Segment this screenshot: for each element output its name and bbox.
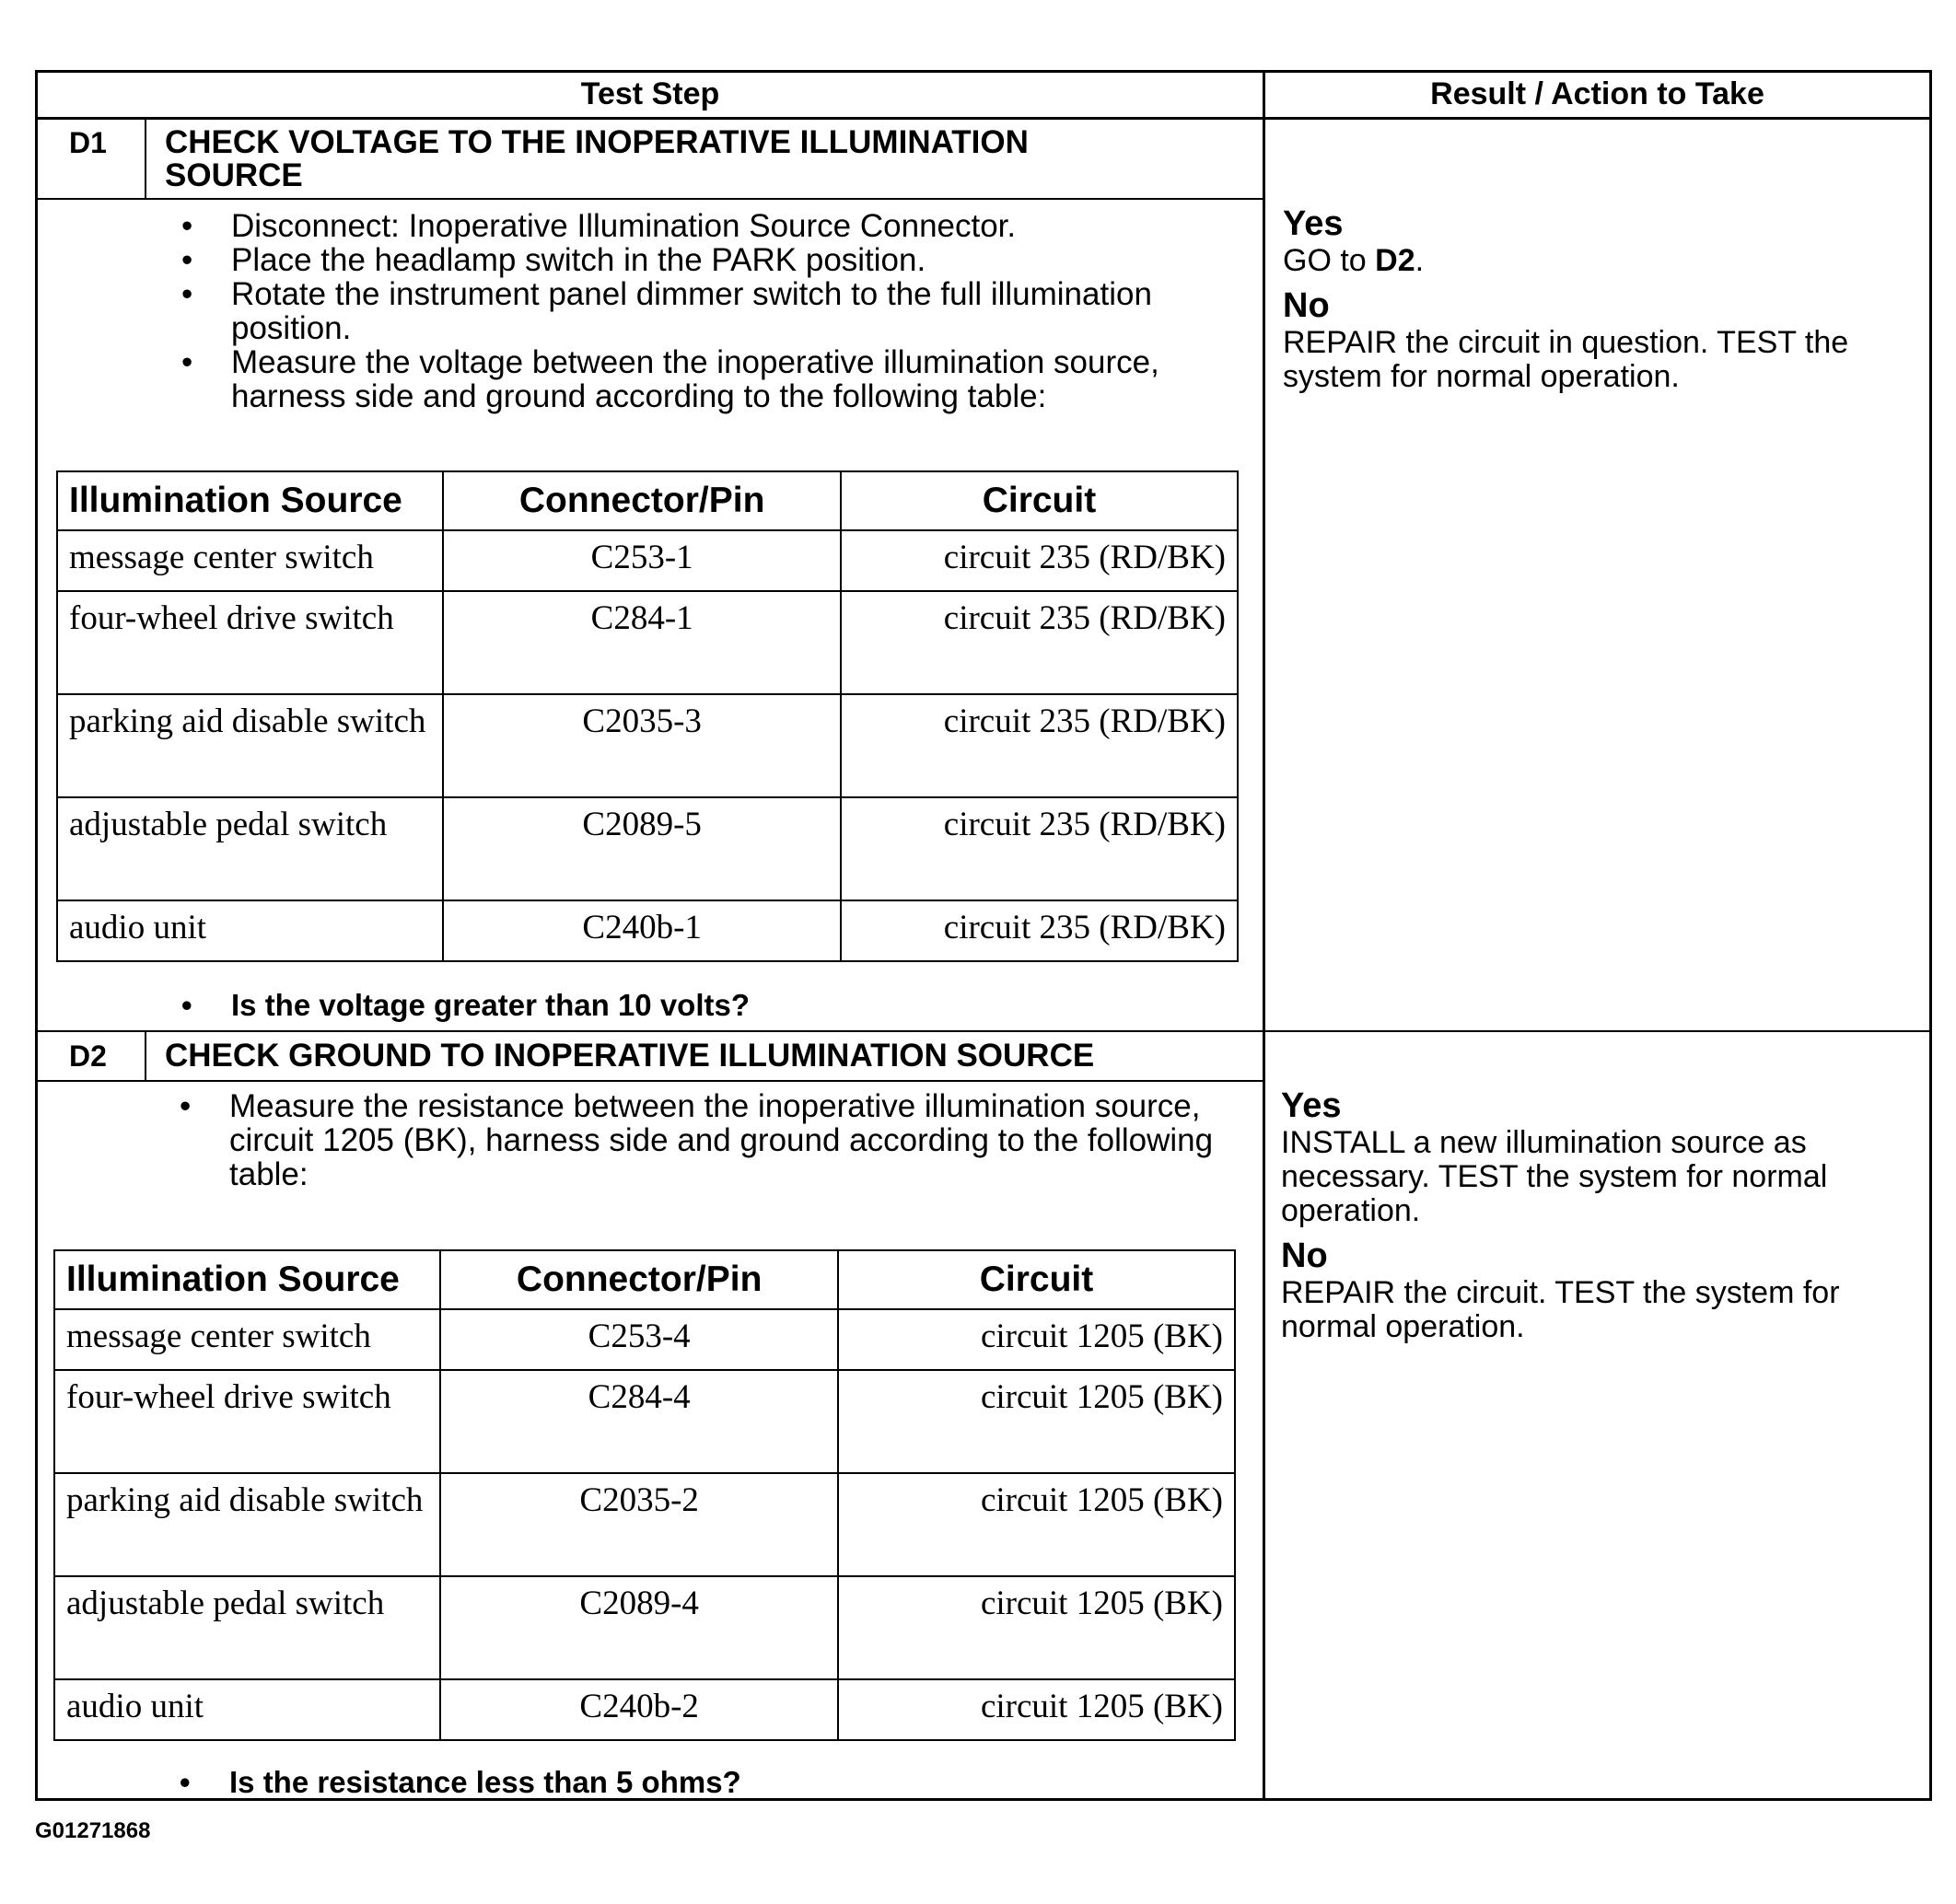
yes-action: INSTALL a new illumination source as necessary. TEST the system for normal operation. bbox=[1281, 1125, 1828, 1228]
illumination-source-cell: message center switch bbox=[54, 1309, 440, 1370]
figure-id: G01271868 bbox=[35, 1818, 151, 1843]
diagnostic-table bbox=[35, 70, 1932, 1801]
illumination-source-cell: audio unit bbox=[54, 1679, 440, 1740]
table-row bbox=[54, 1576, 1235, 1679]
circuit-cell: circuit 235 (RD/BK) bbox=[841, 591, 1238, 694]
connector-pin-cell: C253-1 bbox=[443, 530, 841, 591]
connector-pin-cell: C240b-2 bbox=[440, 1679, 838, 1740]
step-id-d1: D1 bbox=[69, 126, 107, 159]
connector-pin-cell: C2035-3 bbox=[443, 694, 841, 797]
table-row bbox=[54, 1473, 1235, 1576]
step-d2-result bbox=[1281, 1086, 1916, 1344]
step-d2-instructions bbox=[172, 1089, 1240, 1191]
step-d1-question: • Is the voltage greater than 10 volts? bbox=[174, 988, 750, 1023]
column-header: Circuit bbox=[838, 1250, 1235, 1309]
connector-pin-cell: C284-4 bbox=[440, 1370, 838, 1473]
illumination-source-cell: parking aid disable switch bbox=[54, 1473, 440, 1576]
no-action: REPAIR the circuit. TEST the system for normal operation. bbox=[1281, 1275, 1840, 1344]
table-row bbox=[57, 900, 1238, 961]
table-row bbox=[57, 591, 1238, 694]
instruction-item: • Measure the resistance between the inoperative illumination source, circuit 1205 (BK), harness side and ground according to the following table: bbox=[172, 1089, 1240, 1191]
yes-action-prefix: GO to bbox=[1283, 243, 1376, 278]
illumination-source-cell: parking aid disable switch bbox=[57, 694, 443, 797]
column-header: Illumination Source bbox=[57, 471, 443, 530]
column-header: Connector/Pin bbox=[443, 471, 841, 530]
d2-measurement-table bbox=[53, 1249, 1236, 1741]
connector-pin-cell: C2035-2 bbox=[440, 1473, 838, 1576]
step-d2-question: • Is the resistance less than 5 ohms? bbox=[172, 1765, 741, 1800]
no-label: No bbox=[1283, 286, 1330, 325]
yes-label: Yes bbox=[1283, 204, 1344, 243]
illumination-source-cell: adjustable pedal switch bbox=[57, 797, 443, 900]
table-row bbox=[54, 1309, 1235, 1370]
step-d1-instructions bbox=[174, 209, 1242, 413]
table-row bbox=[54, 1679, 1235, 1740]
header-divider bbox=[38, 117, 1929, 120]
no-label: No bbox=[1281, 1236, 1328, 1275]
illumination-source-cell: audio unit bbox=[57, 900, 443, 961]
table-row bbox=[57, 530, 1238, 591]
d2-id-divider bbox=[145, 1032, 146, 1080]
table-row bbox=[54, 1370, 1235, 1473]
d1-title-divider bbox=[38, 198, 1263, 200]
table-row bbox=[57, 797, 1238, 900]
illumination-source-cell: four-wheel drive switch bbox=[57, 591, 443, 694]
step-divider bbox=[38, 1030, 1929, 1032]
step-id-d2: D2 bbox=[69, 1039, 107, 1073]
d2-title-divider bbox=[38, 1080, 1263, 1082]
step-title-d2: CHECK GROUND TO INOPERATIVE ILLUMINATION SOURCE bbox=[165, 1038, 1095, 1074]
step-d1-result bbox=[1283, 203, 1918, 394]
column-header: Circuit bbox=[841, 471, 1238, 530]
circuit-cell: circuit 235 (RD/BK) bbox=[841, 694, 1238, 797]
connector-pin-cell: C284-1 bbox=[443, 591, 841, 694]
d1-id-divider bbox=[145, 119, 146, 198]
step-title-d1: CHECK VOLTAGE TO THE INOPERATIVE ILLUMINATION SOURCE bbox=[165, 124, 1029, 193]
circuit-cell: circuit 235 (RD/BK) bbox=[841, 900, 1238, 961]
connector-pin-cell: C253-4 bbox=[440, 1309, 838, 1370]
illumination-source-cell: message center switch bbox=[57, 530, 443, 591]
circuit-cell: circuit 1205 (BK) bbox=[838, 1309, 1235, 1370]
connector-pin-cell: C240b-1 bbox=[443, 900, 841, 961]
column-header: Illumination Source bbox=[54, 1250, 440, 1309]
yes-action-suffix: . bbox=[1415, 243, 1425, 278]
connector-pin-cell: C2089-4 bbox=[440, 1576, 838, 1679]
test-step-header: Test Step bbox=[580, 76, 720, 111]
circuit-cell: circuit 235 (RD/BK) bbox=[841, 530, 1238, 591]
instruction-item: • Place the headlamp switch in the PARK position. bbox=[174, 243, 1242, 277]
result-action-header: Result / Action to Take bbox=[1430, 76, 1764, 111]
next-step-link[interactable]: D2 bbox=[1375, 243, 1415, 278]
circuit-cell: circuit 1205 (BK) bbox=[838, 1370, 1235, 1473]
illumination-source-cell: four-wheel drive switch bbox=[54, 1370, 440, 1473]
d1-measurement-table bbox=[56, 470, 1239, 962]
connector-pin-cell: C2089-5 bbox=[443, 797, 841, 900]
yes-label: Yes bbox=[1281, 1086, 1342, 1125]
table-row bbox=[57, 694, 1238, 797]
circuit-cell: circuit 235 (RD/BK) bbox=[841, 797, 1238, 900]
no-action: REPAIR the circuit in question. TEST the system for normal operation. bbox=[1283, 325, 1849, 394]
instruction-item: • Rotate the instrument panel dimmer switch to the full illumination position. bbox=[174, 277, 1242, 345]
column-header: Connector/Pin bbox=[440, 1250, 838, 1309]
illumination-source-cell: adjustable pedal switch bbox=[54, 1576, 440, 1679]
instruction-item: • Measure the voltage between the inoperative illumination source, harness side and ground according to the following table: bbox=[174, 345, 1242, 413]
column-divider bbox=[1263, 73, 1265, 1798]
yes-action bbox=[1283, 244, 1918, 278]
circuit-cell: circuit 1205 (BK) bbox=[838, 1679, 1235, 1740]
circuit-cell: circuit 1205 (BK) bbox=[838, 1576, 1235, 1679]
instruction-item: • Disconnect: Inoperative Illumination Source Connector. bbox=[174, 209, 1242, 243]
circuit-cell: circuit 1205 (BK) bbox=[838, 1473, 1235, 1576]
